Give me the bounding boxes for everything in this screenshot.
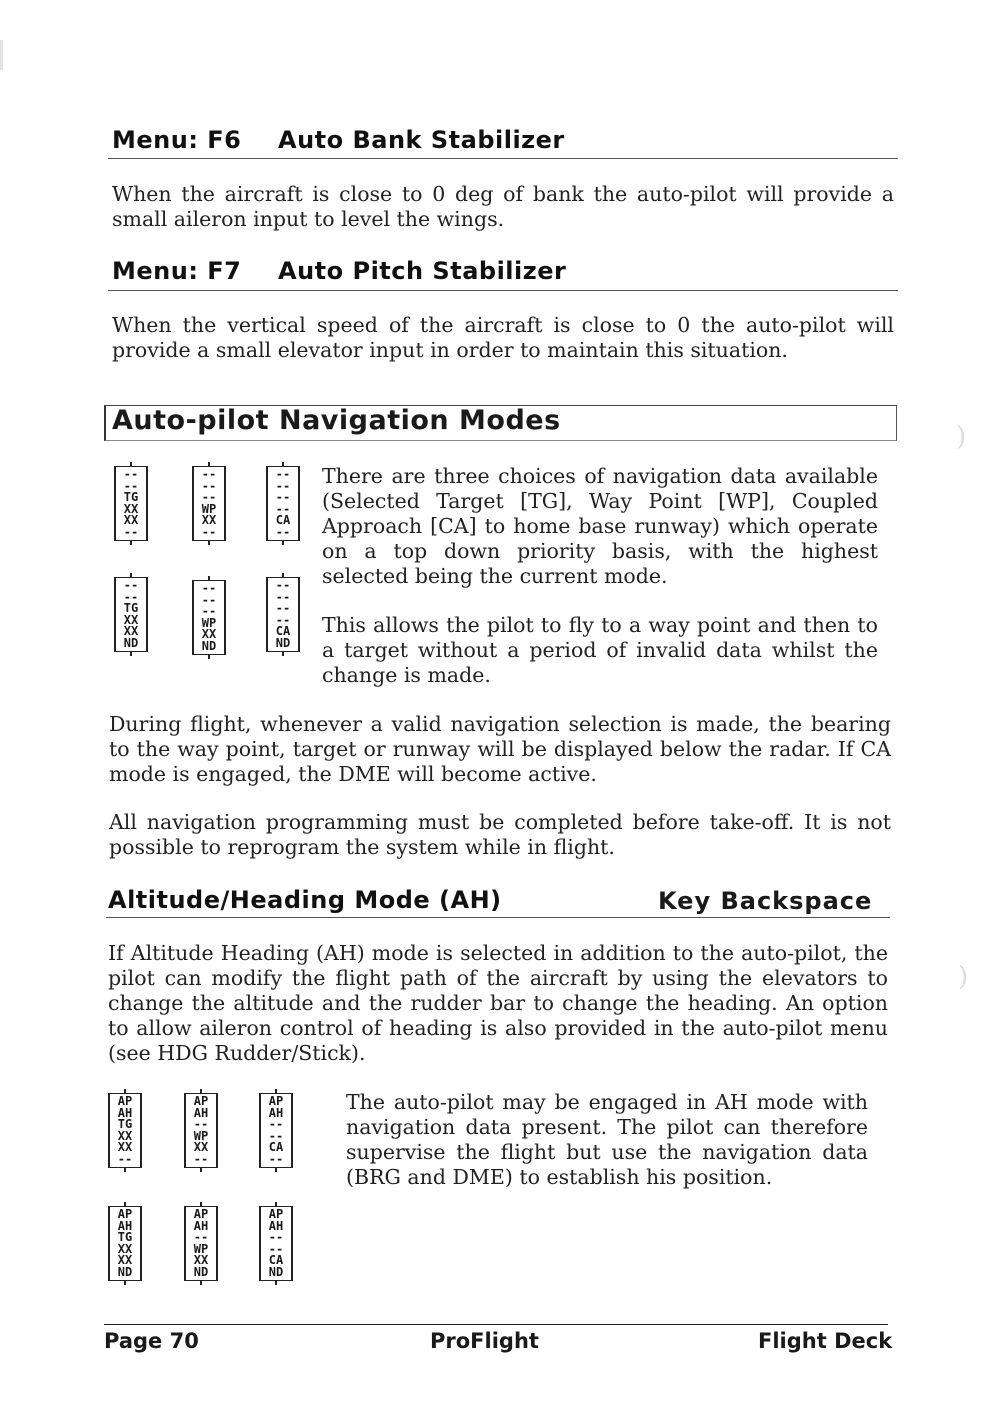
panel-line: -- (268, 1117, 284, 1131)
ah-panel-wp (184, 1093, 218, 1168)
nav-panel-tg (114, 466, 148, 541)
panel-line: AH (268, 1218, 284, 1233)
binding-mark (0, 40, 3, 70)
heading-rule (106, 917, 890, 918)
panel-line: XX (123, 501, 139, 516)
panel-line: -- (275, 612, 291, 627)
panel-line: XX (193, 1140, 209, 1154)
panel-line: CA (268, 1140, 284, 1154)
panel-line: AP (193, 1207, 209, 1221)
panel-line: XX (201, 627, 217, 641)
panel-line: -- (123, 589, 139, 604)
panel-line: -- (123, 467, 139, 481)
nav-modes-para-1: There are three choices of navigation data available (Selected Target [TG], Way Point [WP], Coupled Approach [CA] to home base runway) which operate on a top down priority basis, with the highest selected being the current mode. (322, 464, 878, 588)
panel-line: ND (193, 1264, 209, 1279)
panel-line: AH (117, 1218, 133, 1233)
panel-line: -- (201, 524, 217, 539)
panel-line: ND (268, 1264, 284, 1279)
nav-modes-para-3: During flight, whenever a valid navigation selection is made, the bearing to the way point, target or runway will be displayed below the radar. If CA mode is engaged, the DME will become active. (109, 712, 891, 786)
panel-line: XX (123, 624, 139, 638)
panel-line: WP (193, 1128, 209, 1143)
ah-mode-key: Key Backspace (658, 887, 873, 915)
ah-panel-ca-nd (259, 1206, 293, 1281)
panel-line: -- (275, 490, 291, 504)
nav-panel-wp-nd (192, 580, 226, 655)
panel-line: CA (275, 513, 291, 527)
panel-line: AH (193, 1105, 209, 1120)
nav-panel-tg-nd (114, 577, 148, 652)
panel-line: -- (268, 1151, 284, 1166)
footer-product: ProFlight (430, 1329, 539, 1353)
page-number: Page 70 (104, 1329, 199, 1353)
ah-panel-wp-nd (184, 1206, 218, 1281)
panel-line: ND (201, 638, 217, 653)
panel-line: AP (268, 1207, 284, 1221)
panel-line: WP (201, 615, 217, 630)
panel-line: TG (123, 601, 139, 615)
ah-mode-heading: Altitude/Heading Mode (AH) (108, 886, 502, 914)
heading-title: Auto Bank Stabilizer (278, 126, 565, 154)
panel-line: -- (201, 467, 217, 481)
panel-line: -- (275, 524, 291, 539)
panel-line: XX (123, 513, 139, 527)
nav-modes-para-2: This allows the pilot to fly to a way point and then to a target without a period of invalid data whilst the change is made. (322, 613, 878, 687)
panel-line: -- (117, 1151, 133, 1166)
panel-line: -- (268, 1241, 284, 1256)
panel-line: AP (193, 1094, 209, 1108)
panel-line: -- (201, 604, 217, 618)
panel-line: XX (201, 513, 217, 527)
panel-line: -- (268, 1128, 284, 1143)
ah-mode-para-1: If Altitude Heading (AH) mode is selected in addition to the auto-pilot, the pilot can modify the flight path of the aircraft by using the elevators to change the altitude and the rudder bar to change the heading. An option to allow aileron control of heading is also provided in the auto-pilot menu (see HDG Rudder/Stick). (108, 941, 888, 1065)
panel-line: XX (123, 612, 139, 627)
panel-line: -- (193, 1151, 209, 1166)
nav-modes-title-box (104, 405, 897, 441)
bleed-through-mark: ) (958, 962, 969, 992)
panel-line: -- (193, 1230, 209, 1244)
panel-line: -- (275, 601, 291, 615)
panel-line: -- (201, 581, 217, 595)
panel-line: CA (275, 624, 291, 638)
panel-line: -- (123, 578, 139, 592)
ah-panel-ca (259, 1093, 293, 1168)
panel-line: XX (117, 1128, 133, 1143)
nav-panel-wp (192, 466, 226, 541)
panel-line: -- (275, 467, 291, 481)
heading-menu-code: Menu: F6 (112, 126, 242, 154)
panel-line: -- (201, 490, 217, 504)
panel-line: XX (117, 1253, 133, 1267)
panel-line: CA (268, 1253, 284, 1267)
panel-line: XX (117, 1241, 133, 1256)
panel-line: AP (268, 1094, 284, 1108)
panel-line: -- (123, 478, 139, 493)
panel-line: AP (117, 1207, 133, 1221)
ah-panel-tg-nd (108, 1206, 142, 1281)
panel-line: AH (193, 1218, 209, 1233)
footer-rule (104, 1324, 888, 1325)
panel-line: -- (201, 592, 217, 607)
panel-line: ND (275, 635, 291, 650)
section-heading-f6 (112, 126, 565, 154)
panel-line: -- (275, 501, 291, 516)
panel-line: XX (117, 1140, 133, 1154)
panel-line: AH (117, 1105, 133, 1120)
panel-line: -- (201, 478, 217, 493)
nav-modes-para-4: All navigation programming must be completed before take-off. It is not possible to reprogram the system while in flight. (109, 810, 891, 859)
panel-line: -- (275, 478, 291, 493)
heading-rule (108, 290, 898, 291)
panel-line: WP (193, 1241, 209, 1256)
footer-section: Flight Deck (758, 1329, 893, 1353)
panel-line: -- (275, 589, 291, 604)
section-heading-f7 (112, 257, 566, 285)
panel-line: -- (123, 524, 139, 539)
f6-description: When the aircraft is close to 0 deg of bank the auto-pilot will provide a small aileron input to level the wings. (112, 182, 894, 231)
panel-line: TG (117, 1117, 133, 1131)
panel-line: TG (117, 1230, 133, 1244)
ah-panel-tg (108, 1093, 142, 1168)
panel-line: -- (275, 578, 291, 592)
nav-panel-ca (266, 466, 300, 541)
panel-line: WP (201, 501, 217, 516)
panel-line: -- (268, 1230, 284, 1244)
panel-line: AP (117, 1094, 133, 1108)
ah-mode-para-2: The auto-pilot may be engaged in AH mode with navigation data present. The pilot can therefore supervise the flight but use the navigation data (BRG and DME) to establish his position. (346, 1090, 868, 1189)
nav-modes-title: Auto-pilot Navigation Modes (112, 405, 561, 436)
panel-line: ND (117, 1264, 133, 1279)
heading-title: Auto Pitch Stabilizer (278, 257, 567, 285)
nav-panel-ca-nd (266, 577, 300, 652)
heading-menu-code: Menu: F7 (112, 257, 242, 285)
panel-line: -- (193, 1117, 209, 1131)
panel-line: XX (193, 1253, 209, 1267)
f7-description: When the vertical speed of the aircraft is close to 0 the auto-pilot will provide a small elevator input in order to maintain this situation. (112, 313, 894, 362)
heading-rule (108, 158, 898, 159)
panel-line: AH (268, 1105, 284, 1120)
bleed-through-mark: ) (956, 422, 967, 452)
panel-line: TG (123, 490, 139, 504)
panel-line: ND (123, 635, 139, 650)
